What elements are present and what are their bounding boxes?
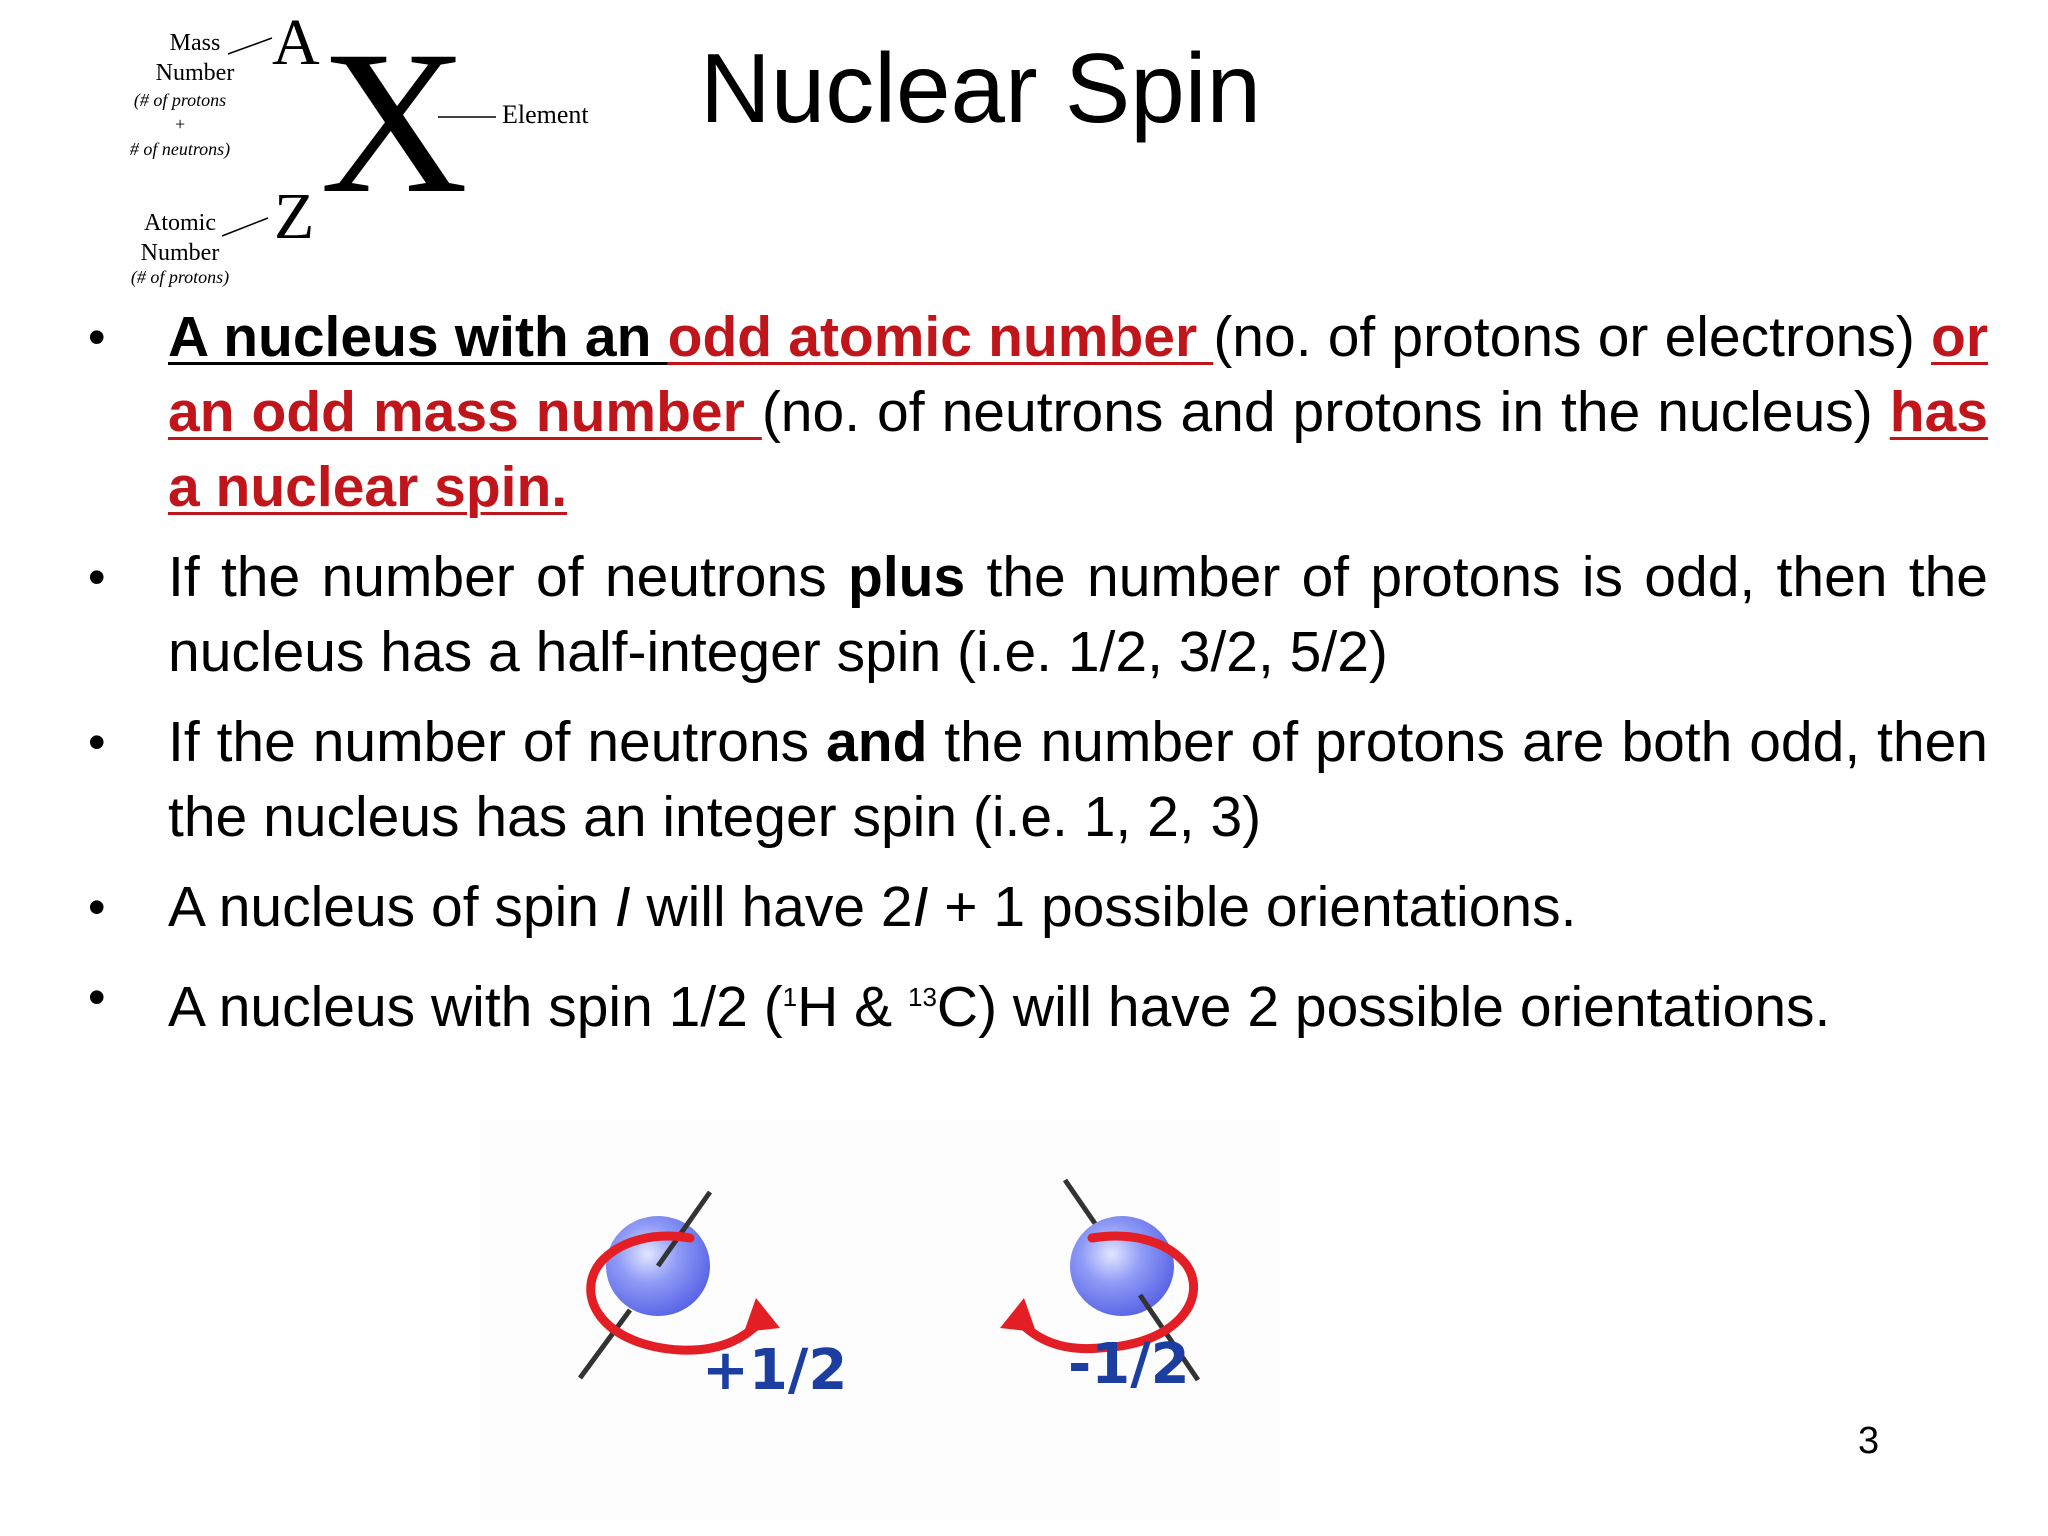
atomic-number-label: Atomic Number (140, 210, 220, 266)
bullet-2-text-a: If the number of neutrons (168, 545, 849, 609)
bullet-3-text-a: If the number of neutrons (168, 710, 827, 774)
mass-number-label: Mass Number (155, 30, 235, 86)
bullet-5-text-a: A nucleus with spin 1/2 ( (168, 975, 783, 1039)
atomic-number-note: (# of protons) (130, 267, 230, 287)
mass-number-note-1: (# of protons (133, 90, 227, 110)
mass-number-symbol: A (272, 6, 320, 79)
bullet-half-integer-rule (88, 540, 1988, 690)
bullet-list (88, 300, 1988, 1060)
bullet-5-text-c: C) will have 2 possible orientations. (936, 975, 1831, 1039)
nuclear-spin-conclusion: has a nuclear spin. (168, 380, 1988, 519)
hydrogen-mass-superscript: 1 (782, 982, 798, 1012)
spin-up-label: +1/2 (702, 1338, 848, 1403)
spin-symbol-1: I (614, 875, 631, 939)
bullet-3-text-b: the number of protons are both odd, then the nucleus has an integer spin (i.e. 1, 2, 3) (168, 710, 1988, 849)
spin-illustration (480, 1120, 1280, 1520)
page-number: 3 (1858, 1420, 1880, 1462)
mass-number-note-2: + (173, 114, 187, 134)
spin-orientation-figure (480, 1120, 1280, 1520)
bullet-orientations-rule (88, 870, 1988, 945)
spin-symbol-2: I (912, 875, 929, 939)
bullet-1-neutrons-note: (no. of neutrons and protons in the nucleus) (761, 380, 1890, 444)
bullet-2-bold: plus (848, 545, 966, 609)
element-label: Element (502, 100, 589, 129)
spin-down-label: -1/2 (1068, 1332, 1190, 1397)
bullet-integer-rule (88, 705, 1988, 855)
bullet-1-intro: A nucleus with an (168, 305, 668, 369)
slide-title: Nuclear Spin (700, 33, 1262, 143)
bullet-4-text-a: A nucleus of spin (168, 875, 615, 939)
bullet-odd-number-rule (88, 300, 1988, 525)
bullet-3-bold: and (826, 710, 928, 774)
odd-atomic-number-term: odd atomic number (667, 305, 1214, 369)
bullet-1-protons-note: (no. of protons or electrons) (1213, 305, 1932, 369)
bullet-4-text-c: + 1 possible orientations. (928, 875, 1577, 939)
isotope-notation-diagram (0, 0, 640, 300)
bullet-2-text-b: the number of protons is odd, then the nucleus has a half-integer spin (i.e. 1/2, 3/2, 5/2) (168, 545, 1988, 684)
mass-number-note-3: # of neutrons) (129, 139, 231, 159)
bullet-5-text-b: H & (797, 975, 908, 1039)
bullet-4-text-b: will have 2 (630, 875, 913, 939)
bullet-spin-half-example (88, 960, 1988, 1045)
atomic-number-symbol: Z (274, 180, 315, 253)
carbon-mass-superscript: 13 (908, 982, 937, 1012)
element-symbol: X (320, 9, 469, 236)
odd-mass-number-term: or an odd mass number (168, 305, 1989, 444)
